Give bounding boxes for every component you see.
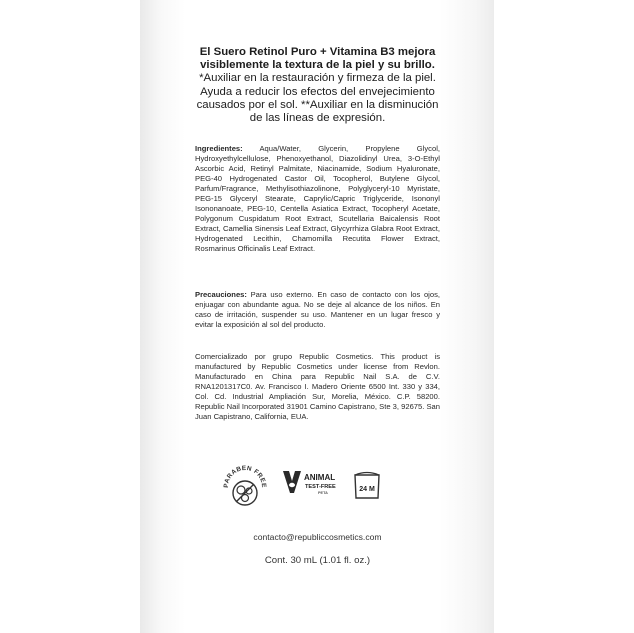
precautions-label: Precauciones: <box>195 290 247 299</box>
svg-text:TEST-FREE: TEST-FREE <box>305 484 336 490</box>
precautions-section <box>195 290 440 330</box>
ingredients-list <box>195 144 440 254</box>
claim-regular: *Auxiliar en la restauración y firmeza de la piel. Ayuda a reducir los efectos del envejecimiento causados por el sol. **Auxiliar en la disminución de las líneas de expresión. <box>196 72 439 125</box>
ingredients-text: Aqua/Water, Glycerin, Propylene Glycol, Hydroxyethylcellulose, Phenoxyethanol, Diazolidinyl Urea, 3-O-Ethyl Ascorbic Acid, Retinyl Palmitate, Niacinamide, Sodium Hyaluronate, PEG-40 Hydrogenated Castor Oil, Tocopherol, Butylene Glycol, Parfum/Fragrance, Methylisothiazolinone, Polyglyceryl-10 Myristate, PEG-15 Glyceryl Stearate, Caprylic/Capric Triglyceride, Isononyl Isononanoate, PEG-10, Centella Asiatica Extract, Tocopheryl Acetate, Polygonum Cuspidatum Root Extract, Scutellaria Baicalensis Root Extract, Camellia Sinensis Leaf Extract, Glycyrrhiza Glabra Root Extract, Hydrogenated Lecithin, Chamomilla Recutita Flower Extract, Rosmarinus Officinalis Leaf Extract. <box>195 144 440 253</box>
paraben-free-icon <box>222 461 268 511</box>
svg-text:PETA: PETA <box>318 491 328 495</box>
manufacturer-info <box>195 352 440 422</box>
product-claim <box>195 46 440 125</box>
svg-text:ANIMAL: ANIMAL <box>304 473 336 482</box>
precautions-text: Para uso externo. En caso de contacto con los ojos, enjuagar con abundante agua. No se deje al alcance de los niños. En caso de irritación, suspender su uso. Mantener en un lugar fresco y evitar la exposición al sol del producto. <box>195 290 440 329</box>
manufacturer-text: Comercializado por grupo Republic Cosmetics. This product is manufactured by Republic Cosmetics under license from Revlon. Manufacturado en China para Republic Nail S.A. de C.V. RNA1201317C0. Av. Francisco I. Madero Oriente 6500 Int. 330 y 334, Col. Cd. Industrial Ampliación Sur, Morelia, México. C.P. 58200. Republic Nail Incorporated 31901 Camino Capistrano, Ste 3, 92675. San Juan Capistrano, California, EUA. <box>195 352 440 421</box>
contact-email: contacto@republiccosmetics.com <box>253 532 382 542</box>
animal-test-free-icon <box>280 467 340 503</box>
certification-badges <box>222 461 422 511</box>
net-content: Cont. 30 mL (1.01 fl. oz.) <box>264 555 371 566</box>
open-jar-icon <box>352 469 382 501</box>
svg-text:24 M: 24 M <box>359 486 375 493</box>
claim-bold: El Suero Retinol Puro + Vitamina B3 mejora visiblemente la textura de la piel y su brillo. <box>199 46 436 72</box>
ingredients-label: Ingredientes: <box>195 144 243 153</box>
svg-text:PARABEN FREE: PARABEN FREE <box>222 464 268 489</box>
